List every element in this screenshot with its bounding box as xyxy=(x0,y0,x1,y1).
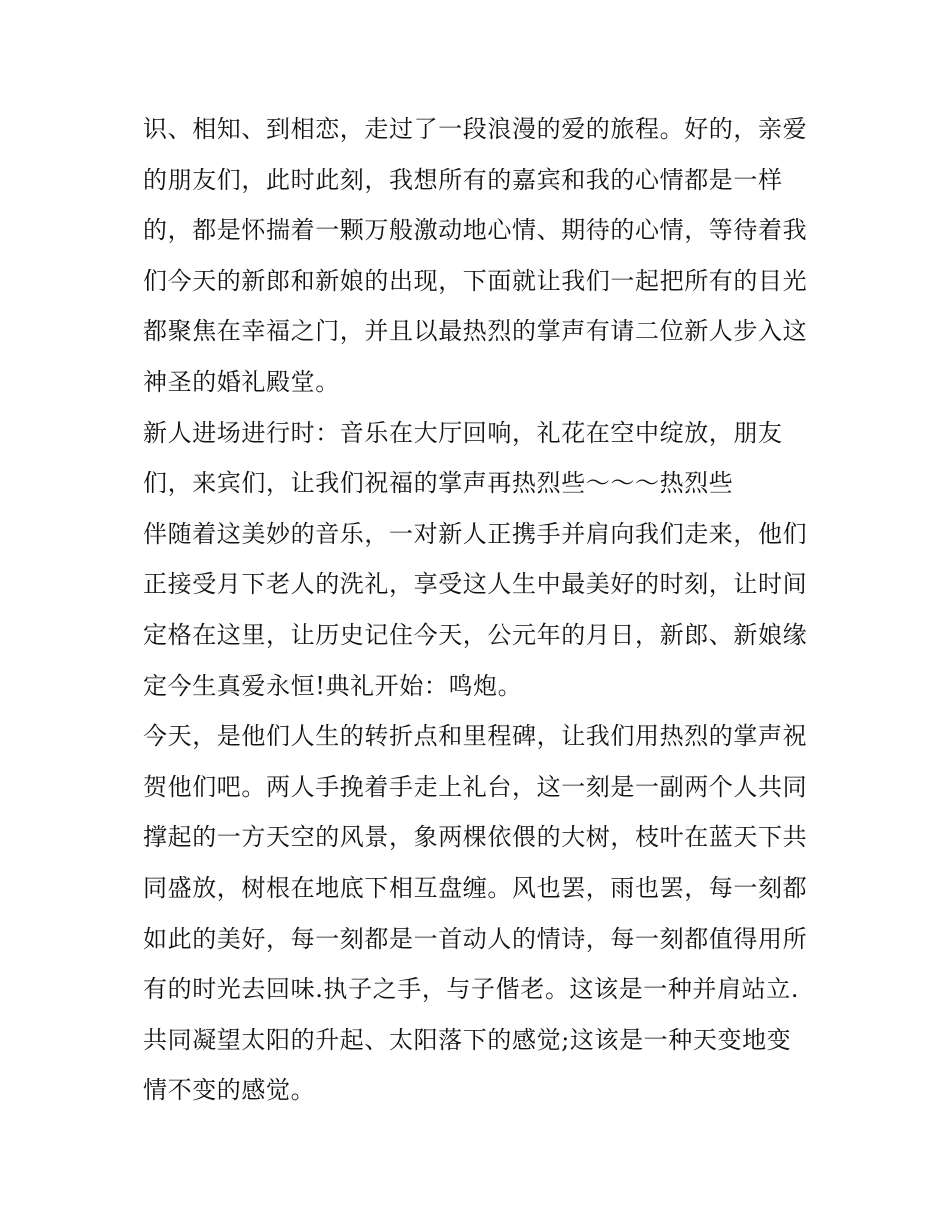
text-line: 共同凝望太阳的升起、太阳落下的感觉;这该是一种天变地变 xyxy=(143,1025,792,1054)
text-line: 有的时光去回味.执子之手，与子偕老。这该是一种并肩站立. xyxy=(143,975,800,1004)
text-line: 识、相知、到相恋，走过了一段浪漫的爱的旅程。好的，亲爱 xyxy=(143,115,808,143)
body-text xyxy=(143,104,823,1116)
text-line: 正接受月下老人的洗礼，享受这人生中最美好的时刻，让时间 xyxy=(143,570,808,599)
text-line: 们，来宾们，让我们祝福的掌声再热烈些～～～热烈些 xyxy=(143,469,734,498)
text-line: 都聚焦在幸福之门，并且以最热烈的掌声有请二位新人步入这 xyxy=(143,317,808,346)
text-line: 新人进场进行时：音乐在大厅回响，礼花在空中绽放，朋友 xyxy=(143,418,783,447)
text-line: 伴随着这美妙的音乐，一对新人正携手并肩向我们走来，他们 xyxy=(143,519,808,548)
text-line: 贺他们吧。两人手挽着手走上礼台，这一刻是一副两个人共同 xyxy=(143,772,808,801)
text-line: 今天，是他们人生的转折点和里程碑，让我们用热烈的掌声祝 xyxy=(143,722,808,751)
text-line: 神圣的婚礼殿堂。 xyxy=(143,367,340,396)
text-line: 的，都是怀揣着一颗万般激动地心情、期待的心情，等待着我 xyxy=(143,216,808,245)
text-line: 的朋友们，此时此刻，我想所有的嘉宾和我的心情都是一样 xyxy=(143,165,783,194)
text-line: 定今生真爱永恒!典礼开始：鸣炮。 xyxy=(143,671,523,700)
text-line: 撑起的一方天空的风景，象两棵依偎的大树，枝叶在蓝天下共 xyxy=(143,823,808,852)
text-line: 定格在这里，让历史记住今天，公元年的月日，新郎、新娘缘 xyxy=(143,620,808,649)
text-line: 同盛放，树根在地底下相互盘缠。风也罢，雨也罢，每一刻都 xyxy=(143,873,808,902)
text-line: 情不变的感觉。 xyxy=(143,1076,316,1105)
text-line: 们今天的新郎和新娘的出现，下面就让我们一起把所有的目光 xyxy=(143,266,808,295)
text-line: 如此的美好，每一刻都是一首动人的情诗，每一刻都值得用所 xyxy=(143,924,808,953)
